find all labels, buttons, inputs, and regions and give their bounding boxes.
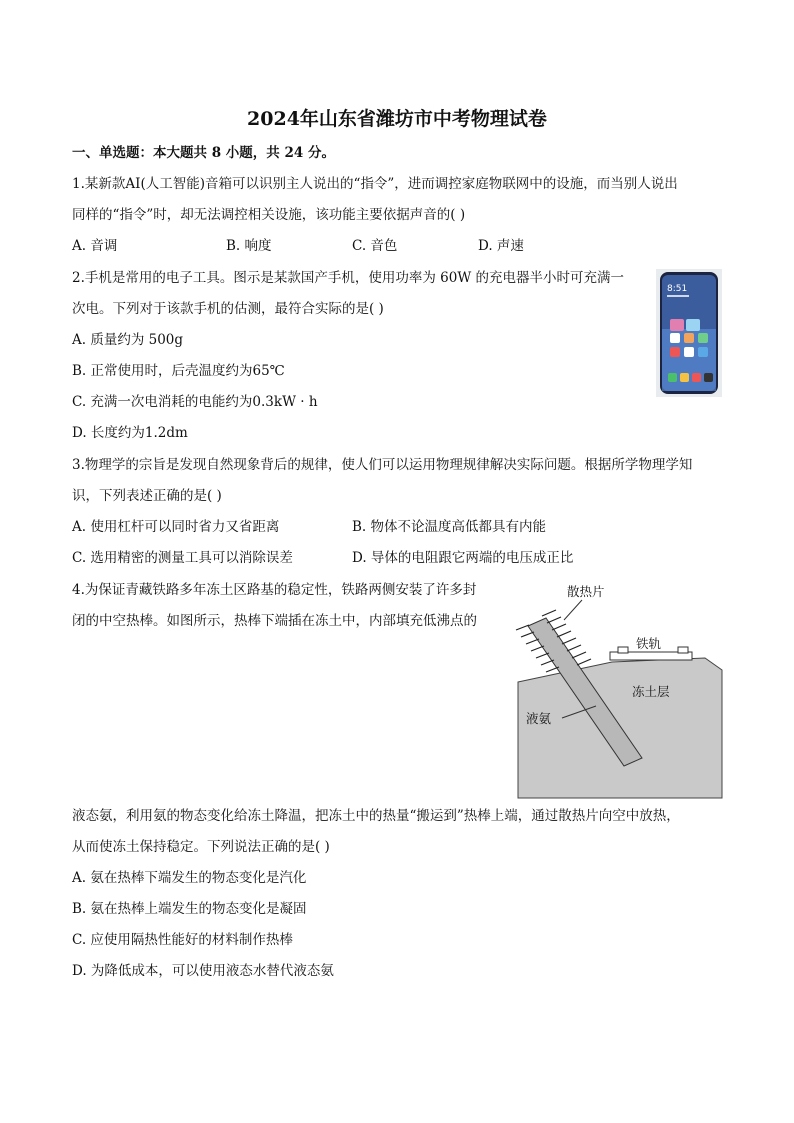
q2-option-b: B. 正常使用时，后壳温度约为65℃ [72,363,285,379]
q1-option-b: B. 响度 [226,238,272,254]
q2-stem-line1: 2.手机是常用的电子工具。图示是某款国产手机，使用功率为 60W 的充电器半小时可充满一 [72,270,625,286]
q3-stem-line1: 3.物理学的宗旨是发现自然现象背后的规律，使人们可以运用物理规律解决实际问题。根据所学物理学知 [72,457,693,473]
q4-option-c: C. 应使用隔热性能好的材料制作热棒 [72,932,293,948]
fin-label: 散热片 [567,584,605,599]
phone-time: 8:51 [667,284,688,294]
q3-option-a: A. 使用杠杆可以同时省力又省距离 [72,519,280,535]
q4-option-d: D. 为降低成本，可以使用液态水替代液态氨 [72,963,334,979]
section-heading: 一、单选题：本大题共 8 小题，共 24 分。 [72,145,335,161]
q4-stem-line4: 从而使冻土保持稳定。下列说法正确的是( ) [72,839,330,855]
soil-label: 冻土层 [632,684,670,699]
q4-option-b: B. 氨在热棒上端发生的物态变化是凝固 [72,901,307,917]
q1-option-c: C. 音色 [352,238,398,254]
q3-option-c: C. 选用精密的测量工具可以消除误差 [72,550,293,566]
q4-stem-line3: 液态氨，利用氨的物态变化给冻土降温，把冻土中的热量“搬运到”热棒上端，通过散热片向空中放热， [72,808,680,824]
q4-stem-line2: 闭的中空热棒。如图所示，热棒下端插在冻土中，内部填充低沸点的 [72,613,477,629]
page-title: 2024年山东省潍坊市中考物理试卷 [247,108,547,130]
ammonia-label: 液氨 [526,711,552,726]
heat-pipe-diagram [500,578,724,800]
phone-image [656,269,722,397]
q2-option-a: A. 质量约为 500g [72,332,184,348]
q2-option-c: C. 充满一次电消耗的电能约为0.3kW · h [72,394,318,410]
q1-stem-line2: 同样的“指令”时，却无法调控相关设施，该功能主要依据声音的( ) [72,207,466,223]
q1-option-a: A. 音调 [72,238,118,254]
q2-option-d: D. 长度约为1.2dm [72,425,188,441]
q3-option-d: D. 导体的电阻跟它两端的电压成正比 [352,550,574,566]
rail-label: 铁轨 [636,636,662,651]
q3-option-b: B. 物体不论温度高低都具有内能 [352,519,547,535]
q1-option-d: D. 声速 [478,238,524,254]
q4-stem-line1: 4.为保证青藏铁路多年冻土区路基的稳定性，铁路两侧安装了许多封 [72,582,477,598]
q3-stem-line2: 识，下列表述正确的是( ) [72,488,222,504]
q2-stem-line2: 次电。下列对于该款手机的估测，最符合实际的是( ) [72,301,384,317]
q4-option-a: A. 氨在热棒下端发生的物态变化是汽化 [72,870,307,886]
q1-stem-line1: 1.某新款AI(人工智能)音箱可以识别主人说出的“指令”，进而调控家庭物联网中的设施，而当别人说出 [72,176,678,192]
